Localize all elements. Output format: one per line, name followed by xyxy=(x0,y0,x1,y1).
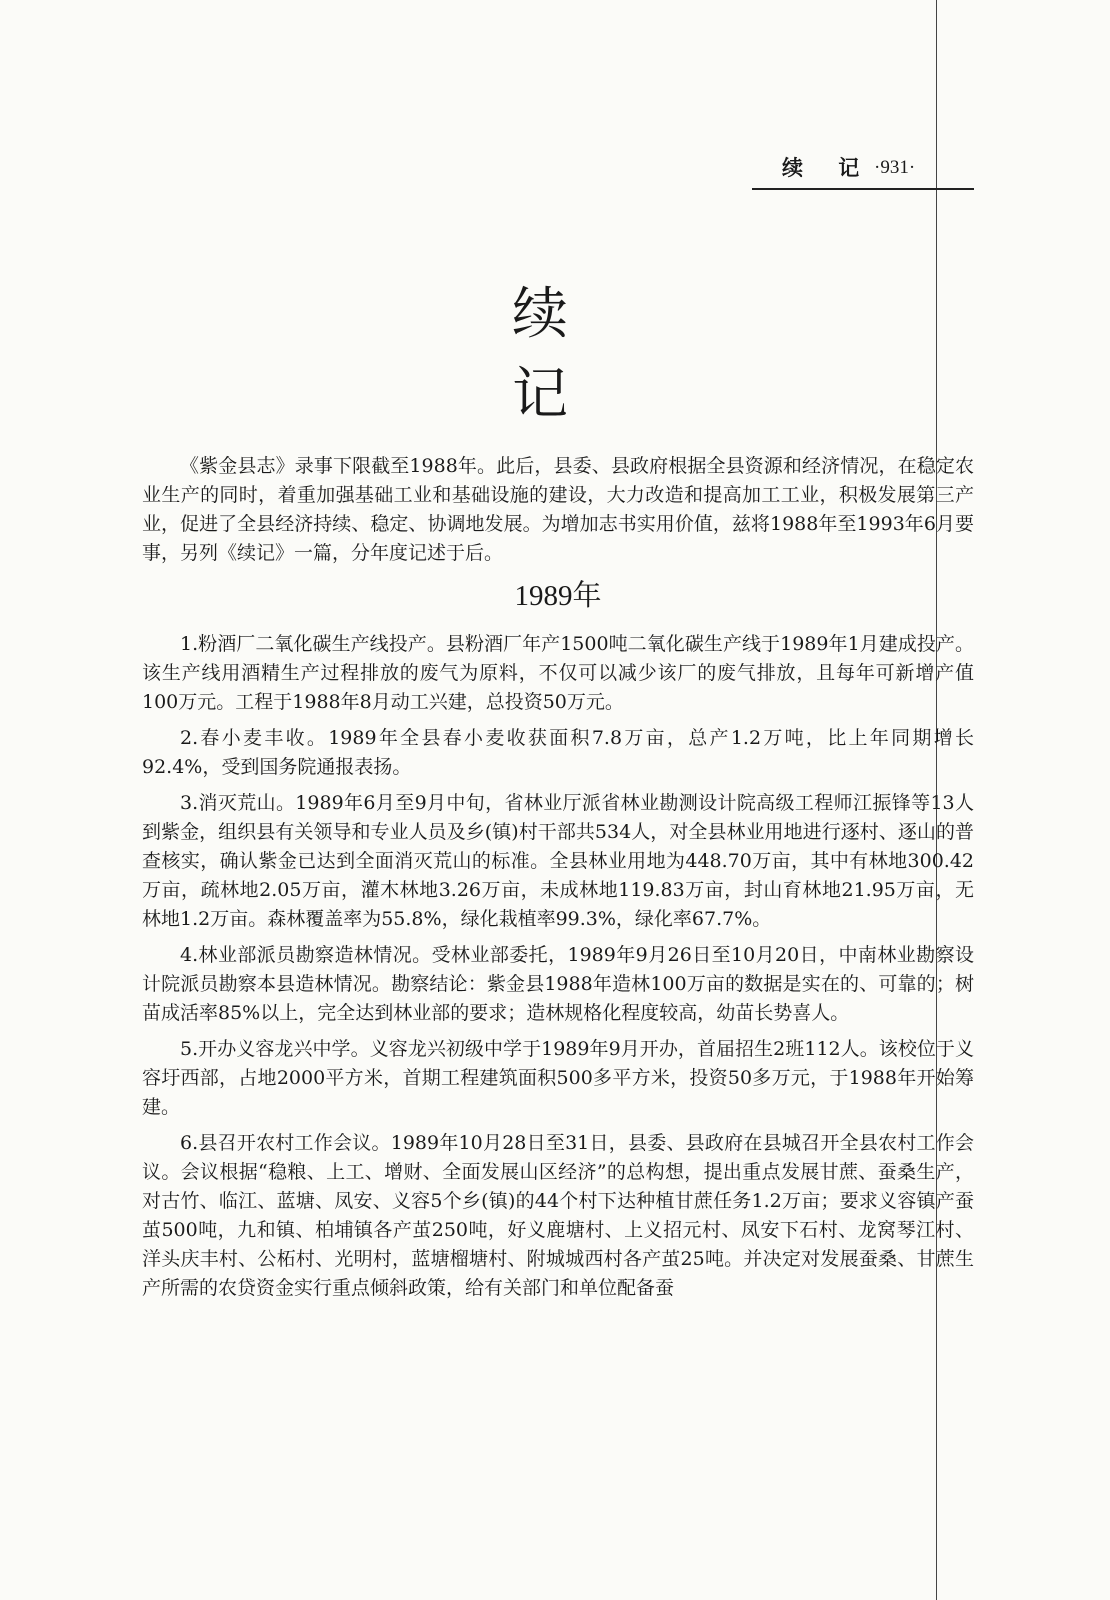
chapter-title: 续 记 xyxy=(512,282,668,427)
running-header xyxy=(752,148,974,190)
entry-paragraph: 6.县召开农村工作会议。1989年10月28日至31日，县委、县政府在县城召开全县农村工作会议。会议根据“稳粮、上工、增财、全面发展山区经济”的总构想，提出重点发展甘蔗、蚕桑生产，对古竹、临江、蓝塘、凤安、义容5个乡(镇)的44个村下达种植甘蔗任务1.2万亩；要求义容镇产蚕茧500吨，九和镇、柏埔镇各产茧250吨，好义鹿塘村、上义招元村、凤安下石村、龙窝琴江村、洋头庆丰村、公柘村、光明村，蓝塘榴塘村、附城城西村各产茧25吨。并决定对发展蚕桑、甘蔗生产所需的农贷资金实行重点倾斜政策，给有关部门和单位配备蚕 xyxy=(142,1132,974,1299)
entry-paragraph: 2.春小麦丰收。1989年全县春小麦收获面积7.8万亩，总产1.2万吨，比上年同期增长92.4%，受到国务院通报表扬。 xyxy=(142,727,974,778)
year-heading: 1989年 xyxy=(514,580,602,612)
page-number: ·931· xyxy=(874,157,916,178)
intro-paragraph: 《紫金县志》录事下限截至1988年。此后，县委、县政府根据全县资源和经济情况，在稳定农业生产的同时，着重加强基础工业和基础设施的建设，大力改造和提高加工工业，积极发展第三产业，促进了全县经济持续、稳定、协调地发展。为增加志书实用价值，兹将1988年至1993年6月要事，另列《续记》一篇，分年度记述于后。 xyxy=(142,455,974,564)
entry-paragraph: 5.开办义容龙兴中学。义容龙兴初级中学于1989年9月开办，首届招生2班112人。该校位于义容圩西部，占地2000平方米，首期工程建筑面积500多平方米，投资50多万元，于1988年开始筹建。 xyxy=(142,1038,974,1118)
entry-paragraph: 4.林业部派员勘察造林情况。受林业部委托，1989年9月26日至10月20日，中南林业勘察设计院派员勘察本县造林情况。勘察结论：紫金县1988年造林100万亩的数据是实在的、可靠的；树苗成活率85%以上，完全达到林业部的要求；造林规格化程度较高，幼苗长势喜人。 xyxy=(142,944,974,1024)
body-text xyxy=(142,452,974,1310)
entry-paragraph: 3.消灭荒山。1989年6月至9月中旬，省林业厅派省林业勘测设计院高级工程师江振锋等13人到紫金，组织县有关领导和专业人员及乡(镇)村干部共534人，对全县林业用地进行逐村、逐山的普查核实，确认紫金已达到全面消灭荒山的标准。全县林业用地为448.70万亩，其中有林地300.42万亩，疏林地2.05万亩，灌木林地3.26万亩，未成林地119.83万亩，封山育林地21.95万亩，无林地1.2万亩。森林覆盖率为55.8%，绿化栽植率99.3%，绿化率67.7%。 xyxy=(142,792,974,930)
running-header-title: 续 记 xyxy=(782,155,874,180)
entry-paragraph: 1.粉酒厂二氧化碳生产线投产。县粉酒厂年产1500吨二氧化碳生产线于1989年1月建成投产。该生产线用酒精生产过程排放的废气为原料，不仅可以减少该厂的废气排放，且每年可新增产值100万元。工程于1988年8月动工兴建，总投资50万元。 xyxy=(142,633,974,713)
